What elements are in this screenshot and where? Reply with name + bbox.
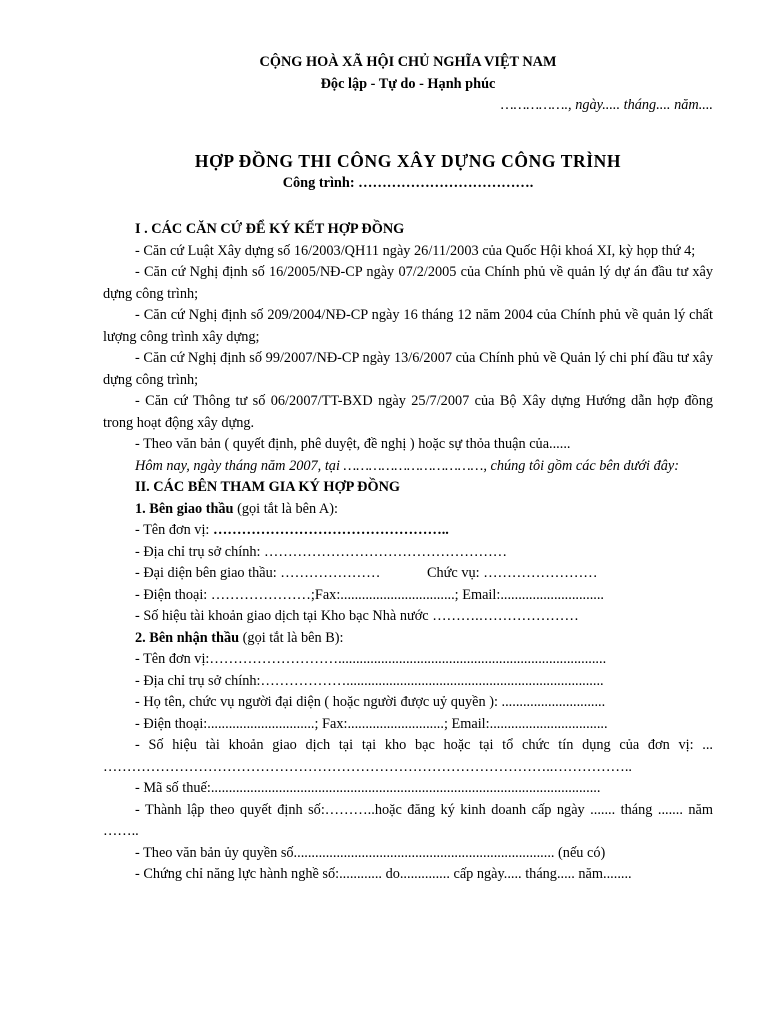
basis-item: - Căn cứ Nghị định số 209/2004/NĐ-CP ngày 16 tháng 12 năm 2004 của Chính phủ về quản lý chất lượng công trình xây dựng;	[103, 307, 713, 345]
project-line: Công trình: ……………………………….	[282, 174, 534, 191]
document-body	[103, 52, 713, 886]
party-a-representative: - Đại diện bên giao thầu: …………………	[135, 565, 381, 581]
national-title: CỘNG HOÀ XÃ HỘI CHỦ NGHĨA VIỆT NAM	[259, 54, 557, 70]
party-a-phone: - Điện thoại: …………………;Fax:................................; Email:.............................	[135, 586, 604, 603]
section-1-heading: I . CÁC CĂN CỨ ĐỂ KÝ KẾT HỢP ĐỒNG	[135, 221, 405, 237]
party-b-authorization: - Theo văn bản ủy quyền số......................................................................... (nếu có)	[135, 844, 606, 861]
party-a-address: - Địa chỉ trụ sở chính: ……………………………………………	[135, 543, 508, 560]
party-a-heading-note: (gọi tắt là bên A):	[233, 500, 338, 517]
party-b-account: - Số hiệu tài khoản giao dịch tại tại kho bạc hoặc tại tổ chức tín dụng của đơn vị: ... …………………………………………………………………………………..……………..	[103, 737, 713, 775]
party-b-unit: - Tên đơn vị:………………………...........................................................................	[135, 651, 607, 667]
party-b-heading-label: 2. Bên nhận thầu	[135, 629, 240, 646]
today-line: Hôm nay, ngày tháng năm 2007, tại ……………………………, chúng tôi gồm các bên dưới đây:	[135, 457, 680, 474]
party-a-heading	[103, 499, 713, 521]
basis-item: - Theo văn bản ( quyết định, phê duyệt, đề nghị ) hoặc sự thỏa thuận của......	[135, 436, 571, 452]
party-b-representative: - Họ tên, chức vụ người đại diện ( hoặc người được uỷ quyền ): .............................	[135, 694, 606, 710]
party-a-unit	[103, 520, 713, 542]
party-a-representative-row	[103, 563, 713, 585]
contract-title: HỢP ĐỒNG THI CÔNG XÂY DỰNG CÔNG TRÌNH	[194, 150, 622, 171]
party-a-heading-label: 1. Bên giao thầu	[135, 500, 234, 517]
party-a-unit-label: - Tên đơn vị:	[135, 522, 213, 538]
basis-item: - Căn cứ Nghị định số 99/2007/NĐ-CP ngày 13/6/2007 của Chính phủ về Quản lý chi phí đầu tư xây dựng công trình;	[103, 350, 713, 388]
motto: Độc lập - Tự do - Hạnh phúc	[320, 75, 496, 92]
party-b-heading-note: (gọi tắt là bên B):	[239, 629, 344, 646]
party-a-account: - Số hiệu tài khoản giao dịch tại Kho bạc Nhà nước ……….…………………	[135, 608, 579, 624]
party-b-certificate: - Chứng chỉ năng lực hành nghề số:............ do.............. cấp ngày..... tháng..... năm........	[135, 866, 632, 882]
party-a-position: Chức vụ: ……………………	[427, 565, 598, 581]
section-2-heading: II. CÁC BÊN THAM GIA KÝ HỢP ĐỒNG	[135, 479, 401, 495]
date-line: ……………., ngày..... tháng.... năm....	[500, 97, 713, 113]
party-b-establishment: - Thành lập theo quyết định số:………..hoặc đăng ký kinh doanh cấp ngày ....... tháng ....... năm ……..	[103, 801, 713, 839]
basis-item: - Căn cứ Nghị định số 16/2005/NĐ-CP ngày 07/2/2005 của Chính phủ về quản lý dự án đầu tư xây dựng công trình;	[103, 264, 713, 302]
party-b-address: - Địa chỉ trụ sở chính:………………........................................................................	[135, 672, 604, 689]
basis-item: - Căn cứ Thông tư số 06/2007/TT-BXD ngày 25/7/2007 của Bộ Xây dựng Hướng dẫn hợp đồng trong hoạt động xây dựng.	[103, 393, 713, 431]
basis-item: - Căn cứ Luật Xây dựng số 16/2003/QH11 ngày 26/11/2003 của Quốc Hội khoá XI, kỳ họp thứ 4;	[135, 242, 696, 259]
party-a-unit-value: …………………………………………..	[212, 522, 449, 538]
party-b-phone: - Điện thoại:..............................; Fax:...........................; Email:.................................	[135, 715, 608, 732]
party-b-tax-code: - Mã số thuế:.............................................................................................................	[135, 780, 601, 796]
party-b-heading	[103, 628, 713, 650]
